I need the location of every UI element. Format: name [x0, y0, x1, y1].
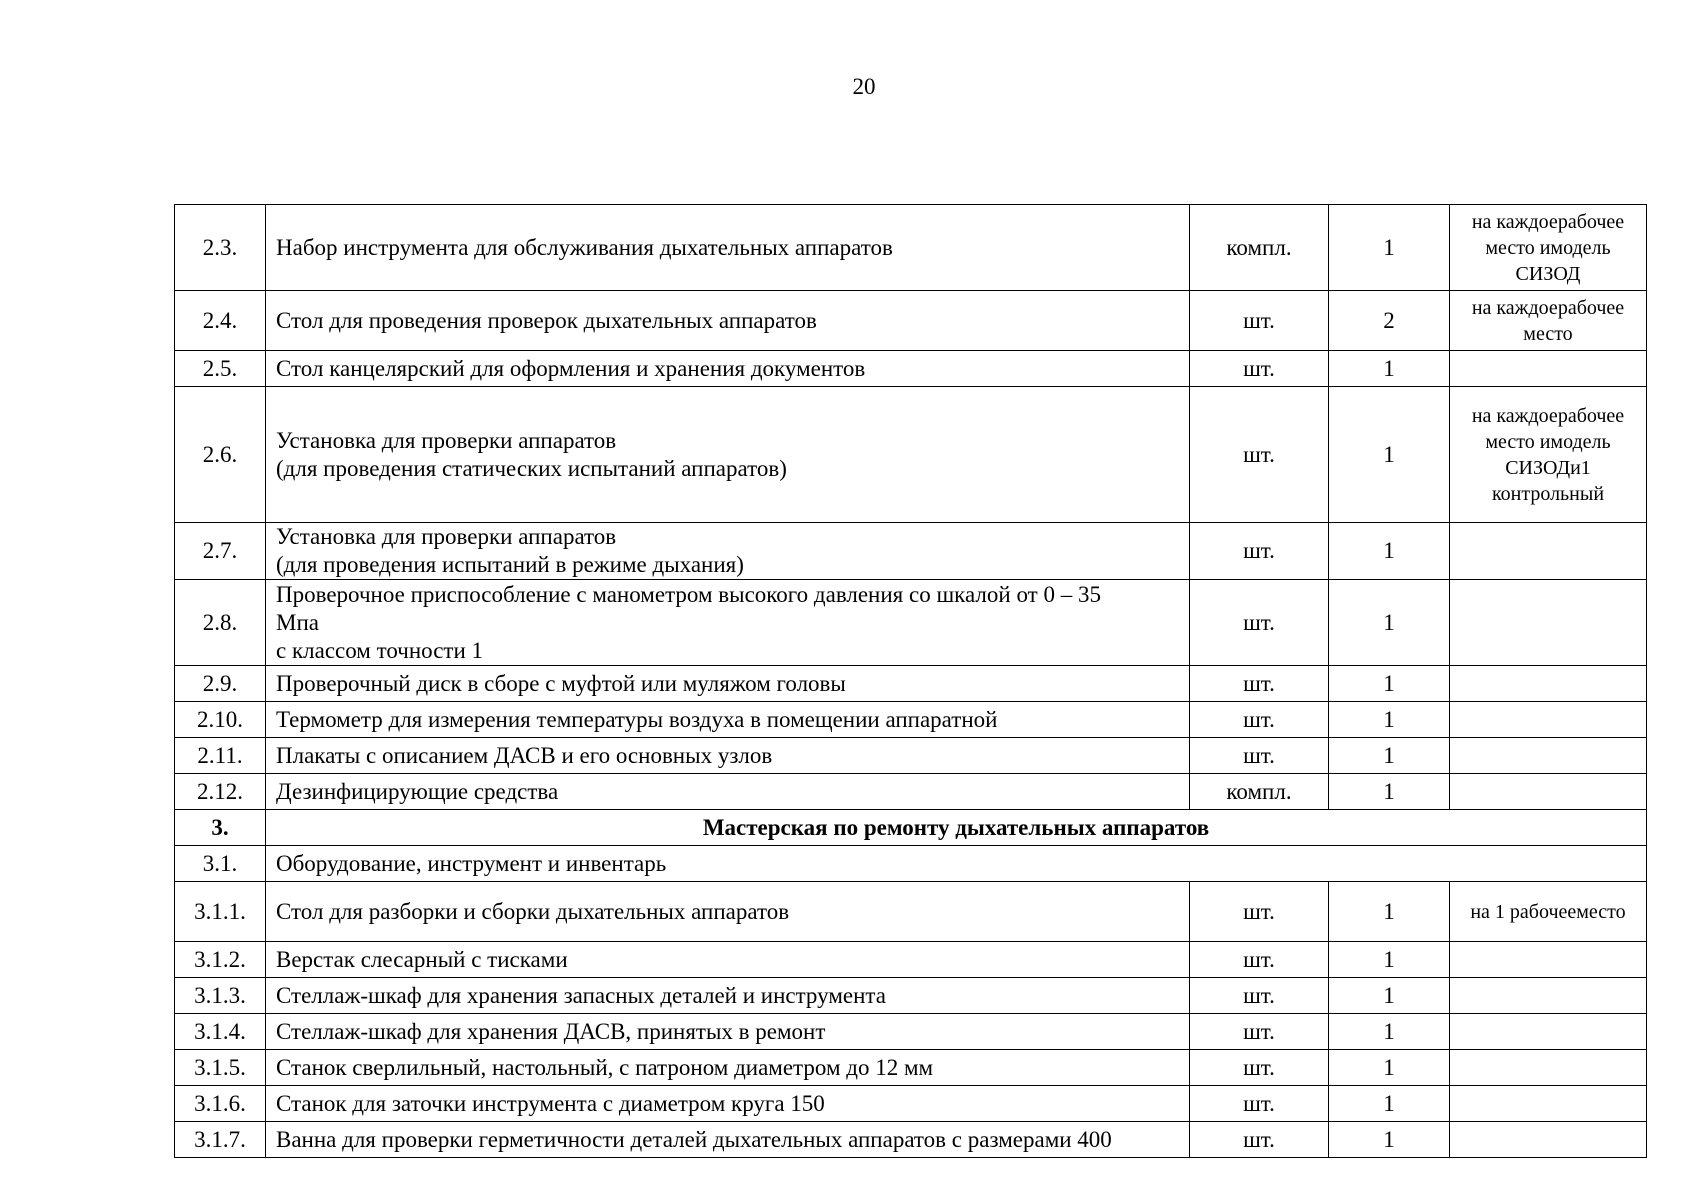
- item-quantity: 1: [1329, 1050, 1450, 1086]
- item-name: [266, 882, 1190, 942]
- item-unit: шт.: [1190, 882, 1329, 942]
- item-name-line: Стеллаж-шкаф для хранения ДАСВ, принятых в ремонт: [276, 1018, 826, 1044]
- item-quantity: 1: [1329, 351, 1450, 387]
- item-note: [1450, 523, 1647, 580]
- item-name-line: Станок сверлильный, настольный, с патроном диаметром до 12 мм: [276, 1054, 934, 1080]
- item-number: 3.1.: [175, 846, 266, 882]
- item-note: [1450, 1086, 1647, 1122]
- item-name-line: Верстак слесарный с тисками: [276, 946, 568, 972]
- item-name: [266, 1014, 1190, 1050]
- table-row: [175, 351, 1647, 387]
- item-name-line: Плакаты с описанием ДАСВ и его основных узлов: [276, 742, 773, 768]
- item-name-line: Стеллаж-шкаф для хранения запасных деталей и инструмента: [276, 982, 886, 1008]
- item-name: [266, 1086, 1190, 1122]
- item-unit: шт.: [1190, 351, 1329, 387]
- item-name-line: Станок для заточки инструмента с диаметром круга 150: [276, 1090, 825, 1116]
- item-quantity: 1: [1329, 774, 1450, 810]
- item-unit: шт.: [1190, 702, 1329, 738]
- item-name: [266, 205, 1190, 291]
- item-unit: шт.: [1190, 387, 1329, 523]
- item-name-line: Стол для проведения проверок дыхательных аппаратов: [276, 307, 817, 333]
- item-quantity: 1: [1329, 942, 1450, 978]
- table-row: [175, 942, 1647, 978]
- item-name-line: Термометр для измерения температуры воздуха в помещении аппаратной: [276, 706, 998, 732]
- item-unit: шт.: [1190, 666, 1329, 702]
- item-unit: шт.: [1190, 1122, 1329, 1158]
- item-name: [266, 942, 1190, 978]
- item-number: 2.3.: [175, 205, 266, 291]
- item-note-line: рабочее место: [1523, 296, 1625, 345]
- item-quantity: 1: [1329, 580, 1450, 666]
- subsection-row: [175, 846, 1647, 882]
- table-row: [175, 291, 1647, 351]
- item-quantity: 1: [1329, 882, 1450, 942]
- item-quantity: 2: [1329, 291, 1450, 351]
- item-name: [266, 738, 1190, 774]
- item-note-line: на каждое: [1471, 210, 1558, 233]
- item-note: [1450, 1122, 1647, 1158]
- item-number: 3.1.6.: [175, 1086, 266, 1122]
- item-name: [266, 387, 1190, 523]
- item-name: [266, 523, 1190, 580]
- item-name-line: Стол канцелярский для оформления и хранения документов: [276, 355, 866, 381]
- item-name-line: Мпа: [276, 609, 319, 635]
- item-note: [1450, 291, 1647, 351]
- item-name-line: Проверочный диск в сборе с муфтой или муляжом головы: [276, 670, 846, 696]
- item-note-line: 1 контрольный: [1491, 456, 1605, 505]
- item-number: 2.8.: [175, 580, 266, 666]
- item-unit: шт.: [1190, 1014, 1329, 1050]
- item-unit: шт.: [1190, 291, 1329, 351]
- item-note-line: место: [1576, 900, 1626, 923]
- item-number: 3.1.5.: [175, 1050, 266, 1086]
- subsection-title: Оборудование, инструмент и инвентарь: [266, 846, 1647, 882]
- item-number: 3.1.3.: [175, 978, 266, 1014]
- table-row: [175, 738, 1647, 774]
- item-note: [1450, 1014, 1647, 1050]
- table-row: [175, 978, 1647, 1014]
- item-name: [266, 774, 1190, 810]
- item-quantity: 1: [1329, 702, 1450, 738]
- item-unit: шт.: [1190, 523, 1329, 580]
- item-number: 3.1.1.: [175, 882, 266, 942]
- item-number: 2.12.: [175, 774, 266, 810]
- item-note: [1450, 942, 1647, 978]
- item-unit: шт.: [1190, 738, 1329, 774]
- item-name: [266, 291, 1190, 351]
- item-name: [266, 1050, 1190, 1086]
- item-number: 2.4.: [175, 291, 266, 351]
- item-note-line: на каждое: [1471, 296, 1558, 319]
- item-quantity: 1: [1329, 1122, 1450, 1158]
- table-row: [175, 1050, 1647, 1086]
- table-row: [175, 1014, 1647, 1050]
- table-row: [175, 580, 1647, 666]
- item-name-line: Установка для проверки аппаратов: [276, 427, 617, 453]
- item-name-line: Ванна для проверки герметичности деталей дыхательных аппаратов с размерами 400: [276, 1126, 1112, 1152]
- item-note: [1450, 205, 1647, 291]
- table-row: [175, 1122, 1647, 1158]
- item-name: [266, 666, 1190, 702]
- section-title: Мастерская по ремонту дыхательных аппаратов: [266, 810, 1647, 846]
- item-quantity: 1: [1329, 523, 1450, 580]
- item-name: [266, 1122, 1190, 1158]
- item-name-line: Стол для разборки и сборки дыхательных аппаратов: [276, 898, 790, 924]
- item-number: 3.1.4.: [175, 1014, 266, 1050]
- item-name-line: (для проведения статических испытаний аппаратов): [276, 455, 787, 481]
- item-quantity: 1: [1329, 205, 1450, 291]
- table-row: [175, 387, 1647, 523]
- item-number: 2.10.: [175, 702, 266, 738]
- equipment-table: [174, 204, 1647, 1158]
- item-name-line: Дезинфицирующие средства: [276, 778, 559, 804]
- item-name-line: Установка для проверки аппаратов: [276, 524, 617, 549]
- item-name-line: Набор инструмента для обслуживания дыхательных аппаратов: [276, 234, 893, 260]
- item-number: 2.6.: [175, 387, 266, 523]
- item-name-line: с классом точности 1: [276, 637, 484, 663]
- table-row: [175, 774, 1647, 810]
- item-name-line: (для проведения испытаний в режиме дыхания): [276, 552, 744, 577]
- item-unit: компл.: [1190, 205, 1329, 291]
- equipment-table-body: [175, 205, 1647, 1158]
- item-number: 3.: [175, 810, 266, 846]
- table-row: [175, 205, 1647, 291]
- item-note: [1450, 774, 1647, 810]
- item-unit: шт.: [1190, 942, 1329, 978]
- item-note-line: рабочее место и: [1485, 404, 1625, 453]
- item-note: [1450, 580, 1647, 666]
- item-quantity: 1: [1329, 1014, 1450, 1050]
- page-number: 20: [852, 74, 876, 99]
- item-note-line: модель СИЗОД: [1515, 236, 1611, 285]
- item-number: 3.1.2.: [175, 942, 266, 978]
- item-note: [1450, 882, 1647, 942]
- item-name-line: Проверочное приспособление с манометром высокого давления со шкалой от 0 – 35: [276, 581, 1101, 607]
- table-row: [175, 523, 1647, 580]
- item-unit: шт.: [1190, 1050, 1329, 1086]
- item-note-line: на 1 рабочее: [1470, 900, 1577, 923]
- item-note: [1450, 978, 1647, 1014]
- item-unit: компл.: [1190, 774, 1329, 810]
- item-note-line: модель СИЗОД: [1505, 430, 1611, 479]
- item-unit: шт.: [1190, 1086, 1329, 1122]
- item-number: 2.7.: [175, 523, 266, 580]
- item-note: [1450, 738, 1647, 774]
- item-quantity: 1: [1329, 387, 1450, 523]
- item-quantity: 1: [1329, 738, 1450, 774]
- item-name: [266, 978, 1190, 1014]
- item-number: 3.1.7.: [175, 1122, 266, 1158]
- item-note-line: рабочее место и: [1485, 210, 1625, 259]
- item-number: 2.9.: [175, 666, 266, 702]
- item-quantity: 1: [1329, 1086, 1450, 1122]
- item-number: 2.11.: [175, 738, 266, 774]
- table-row: [175, 882, 1647, 942]
- table-row: [175, 666, 1647, 702]
- item-note-line: на каждое: [1471, 404, 1558, 427]
- item-unit: шт.: [1190, 978, 1329, 1014]
- table-row: [175, 1086, 1647, 1122]
- item-note-line: и: [1570, 456, 1581, 479]
- item-name: [266, 351, 1190, 387]
- item-number: 2.5.: [175, 351, 266, 387]
- item-note: [1450, 351, 1647, 387]
- item-quantity: 1: [1329, 978, 1450, 1014]
- item-note: [1450, 666, 1647, 702]
- item-quantity: 1: [1329, 666, 1450, 702]
- item-note: [1450, 702, 1647, 738]
- item-note: [1450, 1050, 1647, 1086]
- item-name: [266, 702, 1190, 738]
- item-note: [1450, 387, 1647, 523]
- item-unit: шт.: [1190, 580, 1329, 666]
- section-row: [175, 810, 1647, 846]
- item-name: [266, 580, 1190, 666]
- table-row: [175, 702, 1647, 738]
